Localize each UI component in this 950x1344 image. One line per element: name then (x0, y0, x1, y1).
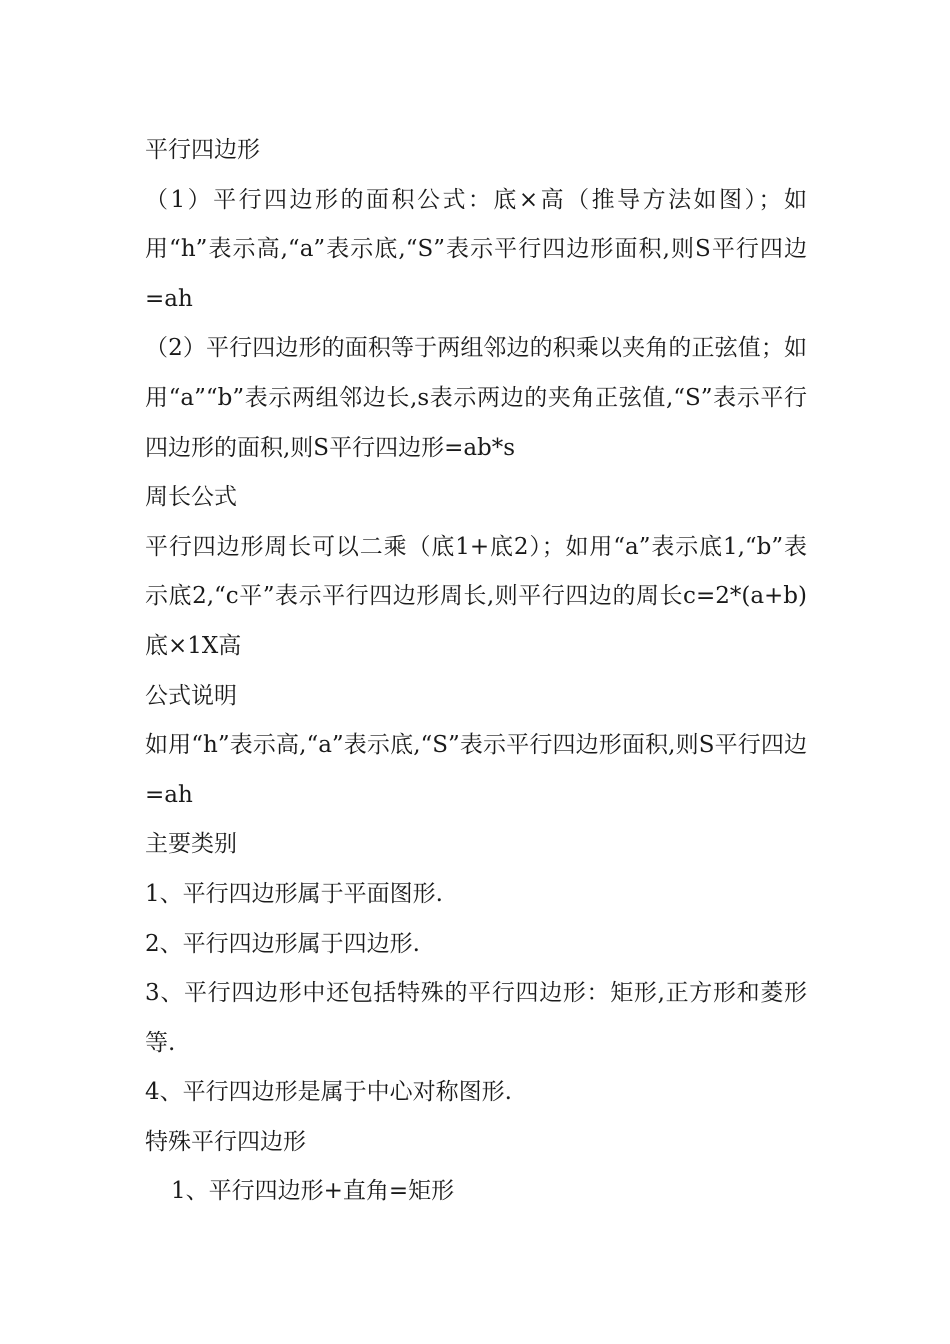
heading-perimeter-formula: 周长公式 (145, 484, 237, 511)
perimeter-paragraph: 平行四边形周长可以二乘（底1+底2）；如用“a”表示底1,“b”表示底2,“c平”表示平行四边形周长,则平行四边的周长c=2*(a+b) 底×1X高 (145, 533, 807, 659)
heading-special-parallelograms: 特殊平行四边形 (145, 1128, 306, 1155)
heading-formula-notes: 公式说明 (145, 682, 237, 709)
heading-parallelogram: 平行四边形 (145, 137, 260, 163)
formula-notes-paragraph: 如用“h”表示高,“a”表示底,“S”表示平行四边形面积,则S平行四边=ah (145, 732, 807, 808)
heading-main-categories: 主要类别 (145, 831, 237, 858)
area-formula-paragraph-2: （2）平行四边形的面积等于两组邻边的积乘以夹角的正弦值；如用“a”“b”表示两组邻边长,s表示两边的夹角正弦值,“S”表示平行四边形的面积,则S平行四边形=ab*s (145, 335, 807, 461)
special-item-1: 1、平行四边形+直角=矩形 (171, 1178, 455, 1205)
document-body (145, 126, 807, 1217)
category-item-1: 1、平行四边形属于平面图形. (145, 880, 443, 907)
category-item-3: 3、平行四边形中还包括特殊的平行四边形：矩形,正方形和菱形等. (145, 980, 807, 1056)
category-item-4: 4、平行四边形是属于中心对称图形. (145, 1079, 512, 1106)
category-item-2: 2、平行四边形属于四边形. (145, 930, 420, 957)
area-formula-paragraph-1: （1）平行四边形的面积公式：底×高（推导方法如图）；如用“h”表示高,“a”表示底,“S”表示平行四边形面积,则S平行四边=ah (145, 186, 807, 312)
